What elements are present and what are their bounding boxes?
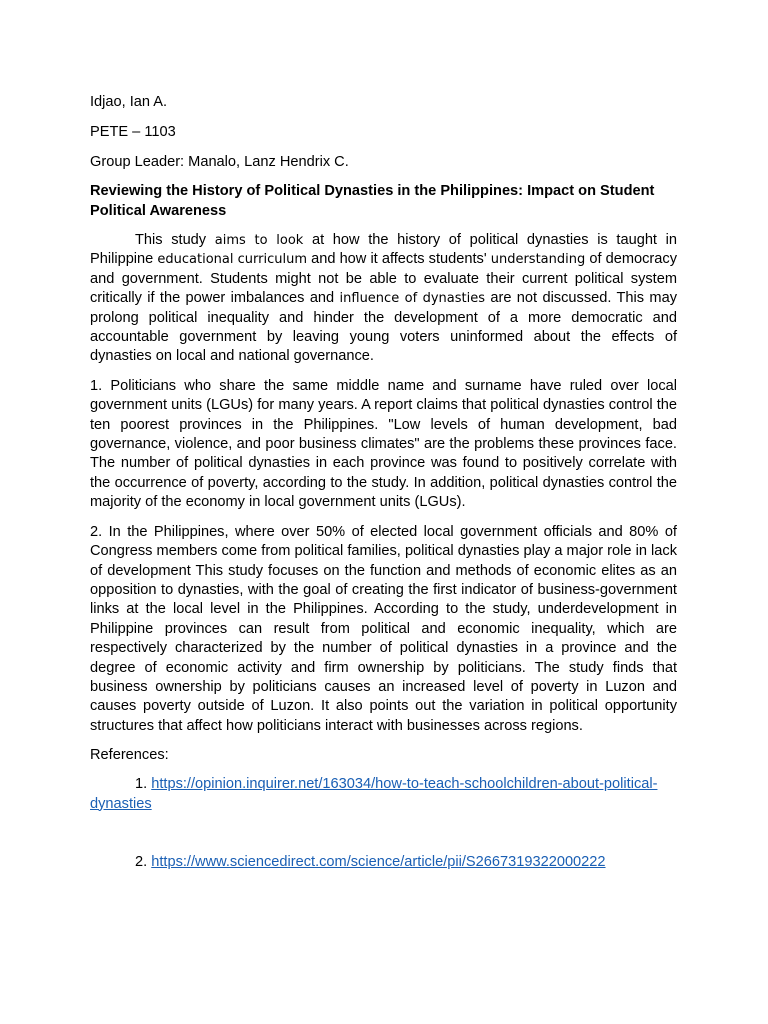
reference-number-2: 2. bbox=[135, 854, 148, 871]
intro-alt-text-4: influence of dynasties bbox=[339, 291, 485, 307]
author-name: Idjao, Ian A. bbox=[90, 94, 168, 110]
document-body bbox=[90, 92, 677, 873]
reference-link-2[interactable]: https://www.sciencedirect.com/science/article/pii/S2667319322000222 bbox=[151, 854, 606, 871]
point-paragraph-1: 1. Politicians who share the same middle name and surname have ruled over local government units (LGUs) for many years. A report claims that political dynasties control the ten poorest provinces in the Philippines. "Low levels of human development, bad governance, violence, and poor business climates" are the problems these provinces face. The number of political dynasties in each province was found to positively correlate with the occurrence of poverty, according to the study. In addition, political dynasties control the majority of the economy in local government units (LGUs). bbox=[90, 377, 677, 511]
intro-paragraph bbox=[90, 231, 677, 367]
intro-text-3: and how it affects students' bbox=[307, 251, 491, 268]
reference-number-1: 1. bbox=[135, 776, 148, 793]
document-title: Reviewing the History of Political Dynasties in the Philippines: Impact on Student Political Awareness bbox=[90, 183, 655, 219]
intro-alt-text-2: educational curriculum bbox=[157, 252, 308, 268]
reference-item-1 bbox=[90, 775, 677, 814]
point-paragraph-2: 2. In the Philippines, where over 50% of elected local government officials and 80% of Congress members come from political families, political dynasties play a major role in lack of development This study focuses on the function and methods of economic elites as an opposition to dynasties, with the goal of creating the first indicator of business-government links at the local level in the Philippines. According to the study, underdevelopment in Philippine provinces can result from political and economic inequality, which are respectively characterized by the number of political dynasties in a province and the degree of economic activity and firm ownership by politicians. The study finds that business ownership by politicians causes an increased level of poverty in Luzon and causes poverty outside of Luzon. It also points out the variation in political opportunity structures that affect how politicians interact with businesses across regions. bbox=[90, 523, 677, 734]
reference-link-1[interactable]: https://opinion.inquirer.net/163034/how-to-teach-schoolchildren-about-political-dynasties bbox=[90, 776, 658, 812]
group-leader: Group Leader: Manalo, Lanz Hendrix C. bbox=[90, 154, 349, 170]
intro-text-2: at how the history of political dynasties is taught in Philippine bbox=[90, 232, 677, 268]
reference-item-2 bbox=[90, 853, 677, 873]
intro-alt-text-3: understanding bbox=[490, 252, 586, 268]
references-heading: References: bbox=[90, 747, 169, 764]
intro-alt-text-1: aims to look bbox=[214, 233, 304, 248]
intro-text-1: This study bbox=[135, 232, 215, 248]
course-code: PETE – 1103 bbox=[90, 124, 176, 140]
intro-text-4: of democracy and government. Students might not be able to evaluate their current political system critically if the power imbalances and bbox=[90, 251, 677, 307]
intro-text-5: are not discussed. This may prolong political inequality and hinder the development of a more democratic and accountable government by leaving young voters uninformed about the effects of dynasties on local and national governance. bbox=[90, 290, 677, 365]
